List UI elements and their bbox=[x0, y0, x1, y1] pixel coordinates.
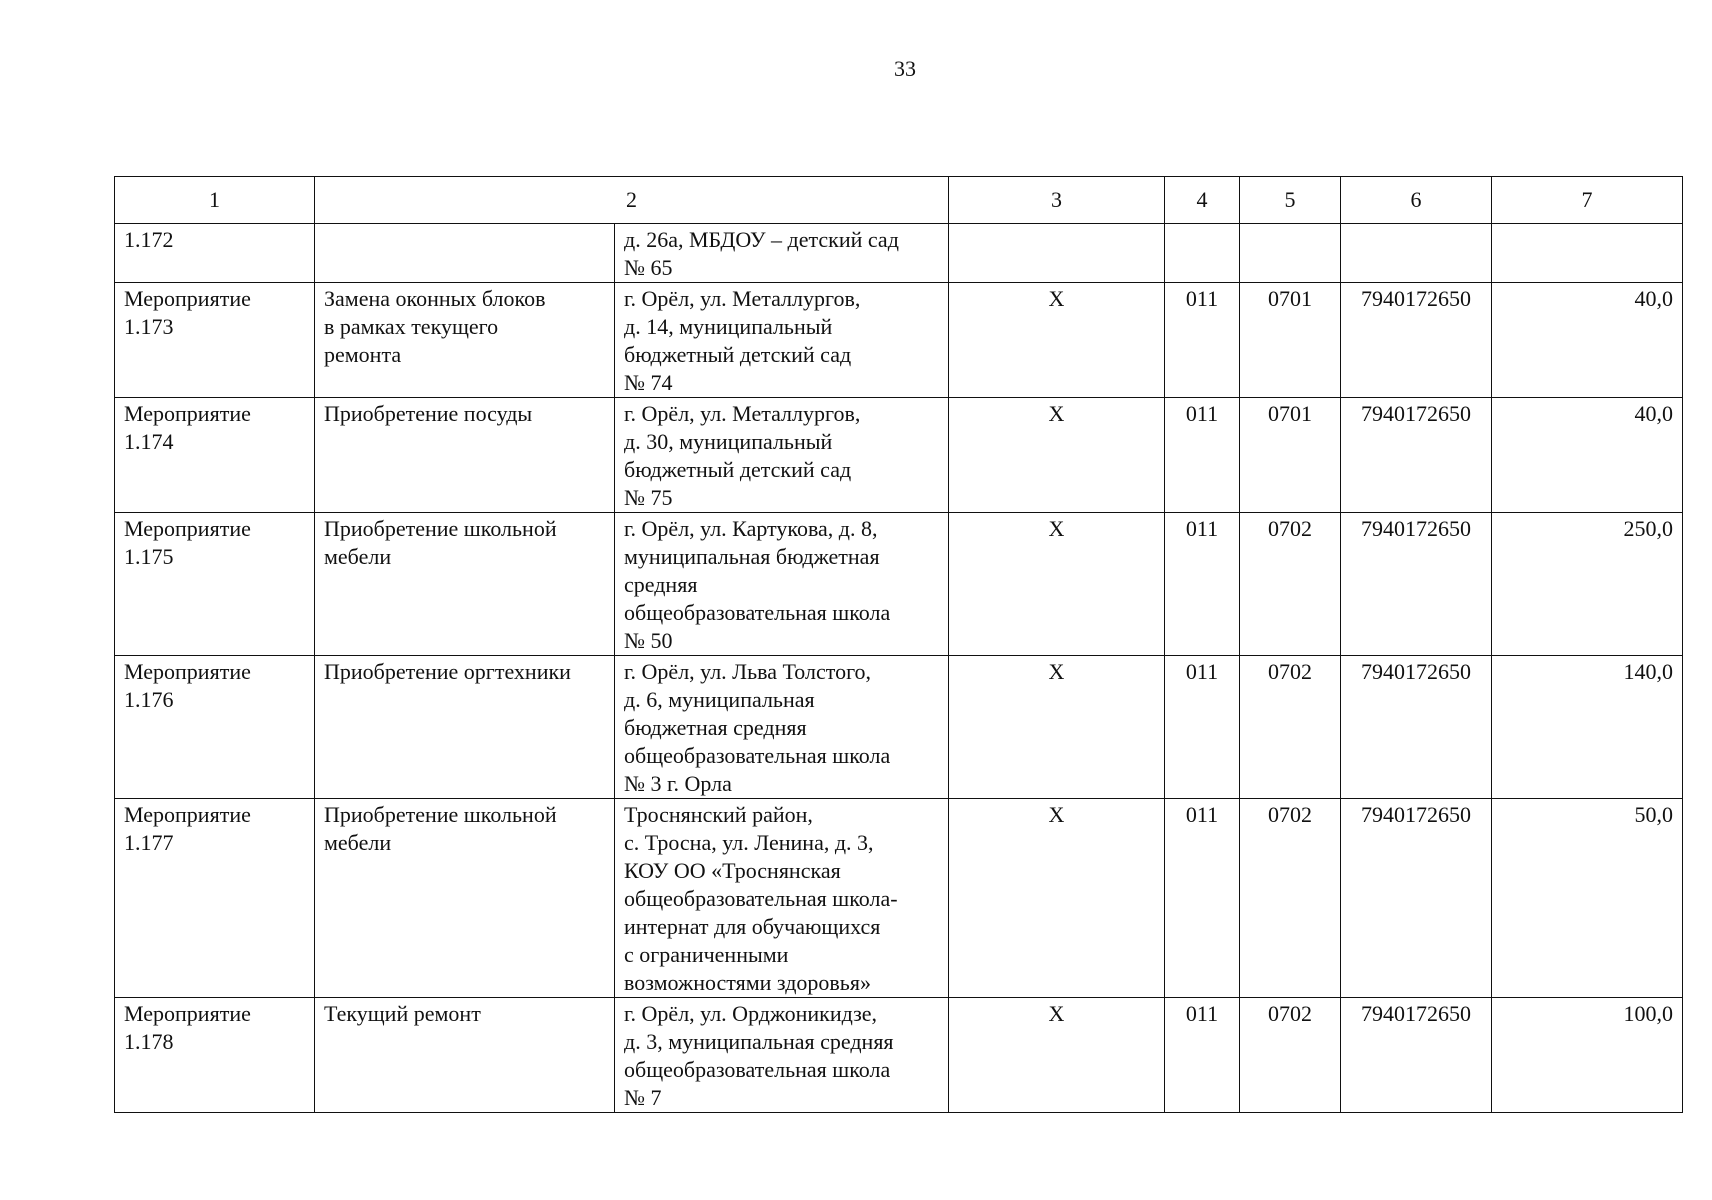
cell-col-5: 0702 bbox=[1240, 799, 1341, 998]
cell-col-4: 011 bbox=[1165, 283, 1240, 398]
cell-col-3: Х bbox=[949, 799, 1165, 998]
cell-col-7: 250,0 bbox=[1492, 513, 1683, 656]
cell-address: д. 26а, МБДОУ – детский сад № 65 bbox=[615, 224, 949, 283]
cell-col-5: 0702 bbox=[1240, 656, 1341, 799]
cell-id: Мероприятие 1.176 bbox=[115, 656, 315, 799]
cell-col-7 bbox=[1492, 224, 1683, 283]
cell-name: Замена оконных блоков в рамках текущего ремонта bbox=[315, 283, 615, 398]
table-row bbox=[115, 283, 1683, 398]
cell-col-5: 0702 bbox=[1240, 513, 1341, 656]
cell-name bbox=[315, 224, 615, 283]
table-row bbox=[115, 656, 1683, 799]
cell-col-3: Х bbox=[949, 656, 1165, 799]
cell-col-6: 7940172650 bbox=[1341, 283, 1492, 398]
cell-col-4: 011 bbox=[1165, 799, 1240, 998]
table-row bbox=[115, 398, 1683, 513]
cell-col-7: 40,0 bbox=[1492, 398, 1683, 513]
header-col-3: 3 bbox=[949, 177, 1165, 224]
cell-col-6 bbox=[1341, 224, 1492, 283]
header-col-1: 1 bbox=[115, 177, 315, 224]
cell-id: 1.172 bbox=[115, 224, 315, 283]
cell-name: Приобретение школьной мебели bbox=[315, 513, 615, 656]
cell-address: Троснянский район, с. Тросна, ул. Ленина, д. 3, КОУ ОО «Троснянская общеобразовательная школа- интернат для обучающихся с ограниченными возможностями здоровья» bbox=[615, 799, 949, 998]
cell-name: Приобретение оргтехники bbox=[315, 656, 615, 799]
cell-col-7: 40,0 bbox=[1492, 283, 1683, 398]
header-col-4: 4 bbox=[1165, 177, 1240, 224]
cell-address: г. Орёл, ул. Металлургов, д. 14, муниципальный бюджетный детский сад № 74 bbox=[615, 283, 949, 398]
cell-name: Приобретение посуды bbox=[315, 398, 615, 513]
page-number: 33 bbox=[894, 56, 916, 81]
cell-col-6: 7940172650 bbox=[1341, 998, 1492, 1113]
cell-id: Мероприятие 1.177 bbox=[115, 799, 315, 998]
cell-col-5 bbox=[1240, 224, 1341, 283]
cell-col-3 bbox=[949, 224, 1165, 283]
cell-col-3: Х bbox=[949, 998, 1165, 1113]
cell-address: г. Орёл, ул. Картукова, д. 8, муниципальная бюджетная средняя общеобразовательная школа № 50 bbox=[615, 513, 949, 656]
cell-col-7: 140,0 bbox=[1492, 656, 1683, 799]
header-col-7: 7 bbox=[1492, 177, 1683, 224]
cell-col-4: 011 bbox=[1165, 513, 1240, 656]
cell-id: Мероприятие 1.173 bbox=[115, 283, 315, 398]
header-row bbox=[115, 177, 1683, 224]
header-col-6: 6 bbox=[1341, 177, 1492, 224]
cell-col-3: Х bbox=[949, 513, 1165, 656]
cell-col-5: 0701 bbox=[1240, 398, 1341, 513]
cell-id: Мероприятие 1.174 bbox=[115, 398, 315, 513]
header-col-2: 2 bbox=[315, 177, 949, 224]
cell-col-7: 100,0 bbox=[1492, 998, 1683, 1113]
cell-address: г. Орёл, ул. Металлургов, д. 30, муниципальный бюджетный детский сад № 75 bbox=[615, 398, 949, 513]
cell-name: Текущий ремонт bbox=[315, 998, 615, 1113]
cell-col-6: 7940172650 bbox=[1341, 398, 1492, 513]
cell-col-6: 7940172650 bbox=[1341, 656, 1492, 799]
budget-table bbox=[114, 176, 1683, 1113]
cell-col-3: Х bbox=[949, 283, 1165, 398]
table-row bbox=[115, 799, 1683, 998]
table-row bbox=[115, 224, 1683, 283]
cell-col-3: Х bbox=[949, 398, 1165, 513]
table-row bbox=[115, 513, 1683, 656]
cell-col-4: 011 bbox=[1165, 398, 1240, 513]
cell-col-4: 011 bbox=[1165, 998, 1240, 1113]
cell-id: Мероприятие 1.175 bbox=[115, 513, 315, 656]
header-col-5: 5 bbox=[1240, 177, 1341, 224]
cell-col-5: 0702 bbox=[1240, 998, 1341, 1113]
cell-col-4: 011 bbox=[1165, 656, 1240, 799]
cell-col-5: 0701 bbox=[1240, 283, 1341, 398]
cell-col-4 bbox=[1165, 224, 1240, 283]
cell-address: г. Орёл, ул. Льва Толстого, д. 6, муниципальная бюджетная средняя общеобразовательная школа № 3 г. Орла bbox=[615, 656, 949, 799]
cell-name: Приобретение школьной мебели bbox=[315, 799, 615, 998]
cell-col-6: 7940172650 bbox=[1341, 513, 1492, 656]
cell-col-6: 7940172650 bbox=[1341, 799, 1492, 998]
cell-id: Мероприятие 1.178 bbox=[115, 998, 315, 1113]
cell-col-7: 50,0 bbox=[1492, 799, 1683, 998]
table-row bbox=[115, 998, 1683, 1113]
cell-address: г. Орёл, ул. Орджоникидзе, д. 3, муниципальная средняя общеобразовательная школа № 7 bbox=[615, 998, 949, 1113]
